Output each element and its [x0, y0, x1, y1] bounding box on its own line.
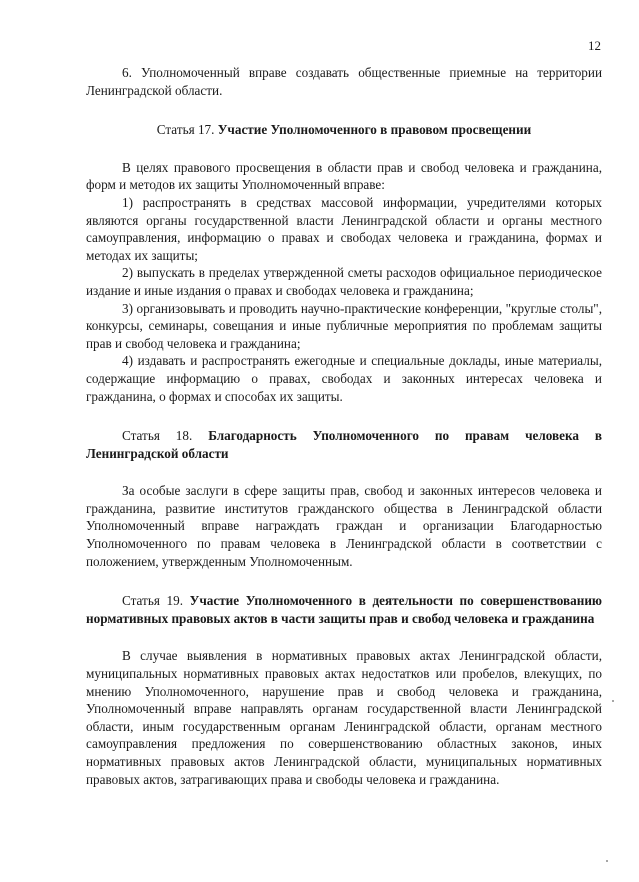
article-18-label: Статья 18.	[122, 428, 193, 444]
article-18-title: Благодарность Уполномоченного по правам человека в Ленинградской области	[86, 428, 603, 461]
article-17-item-1: 1) распространять в средствах массовой информации, учредителями которых являются органы государственной власти Ленинградской области и органы местного самоуправления, информацию о правах и свободах человека и гражданина, формах и методах их защиты;	[86, 194, 602, 263]
scan-speck	[606, 860, 608, 862]
article-17-item-2: 2) выпускать в пределах утвержденной сметы расходов официальное периодическое издание и иные издания о правах и свободах человека и гражданина;	[86, 265, 602, 298]
article-17-heading	[86, 121, 602, 139]
article-19-heading	[86, 592, 602, 627]
article-19-label: Статья 19.	[122, 593, 184, 609]
article-19-title: Участие Уполномоченного в деятельности по совершенствованию нормативных правовых актов в части защиты прав и свобод человека и гражданина	[86, 593, 602, 626]
article-17-title: Участие Уполномоченного в правовом просвещении	[217, 122, 532, 138]
article-17-label: Статья 17.	[156, 122, 215, 138]
document-body	[86, 64, 602, 788]
scan-speck	[612, 700, 614, 702]
paragraph-item-6: 6. Уполномоченный вправе создавать общественные приемные на территории Ленинградской области.	[86, 65, 602, 98]
article-19-body: В случае выявления в нормативных правовых актах Ленинградской области, муниципальных нормативных правовых актах недостатков или пробелов, влекущих, по мнению Уполномоченного, нарушение прав и свобод человека и гражданина, Уполномоченный вправе направлять органам государственной власти Ленинградской области, иным государственным органам Ленинградской области, органам местного самоуправления предложения по совершенствованию областных законов, иных нормативных правовых актов Ленинградской области, муниципальных нормативных правовых актов, затрагивающих права и свободы человека и гражданина.	[86, 648, 602, 787]
page-number: 12	[588, 38, 601, 53]
article-18-heading	[86, 427, 602, 462]
article-18-body: За особые заслуги в сфере защиты прав, свобод и законных интересов человека и гражданина, развитие институтов гражданского общества в Ленинградской области Уполномоченный вправе награждать граждан и организации Благодарностью Уполномоченного по правам человека в Ленинградской области в соответствии с положением, утвержденным Уполномоченным.	[86, 483, 602, 569]
article-17-intro: В целях правового просвещения в области прав и свобод человека и гражданина, форм и методов их защиты Уполномоченный вправе:	[86, 159, 602, 193]
article-17-item-4: 4) издавать и распространять ежегодные и специальные доклады, иные материалы, содержащие информацию о правах, свободах и законных интересах человека и гражданина, о формах и способах их защиты.	[86, 353, 602, 404]
article-17-item-3: 3) организовывать и проводить научно-практические конференции, "круглые столы", конкурсы, семинары, совещания и иные публичные мероприятия по проблемам защиты прав и свобод человека и гражданина;	[86, 300, 602, 351]
